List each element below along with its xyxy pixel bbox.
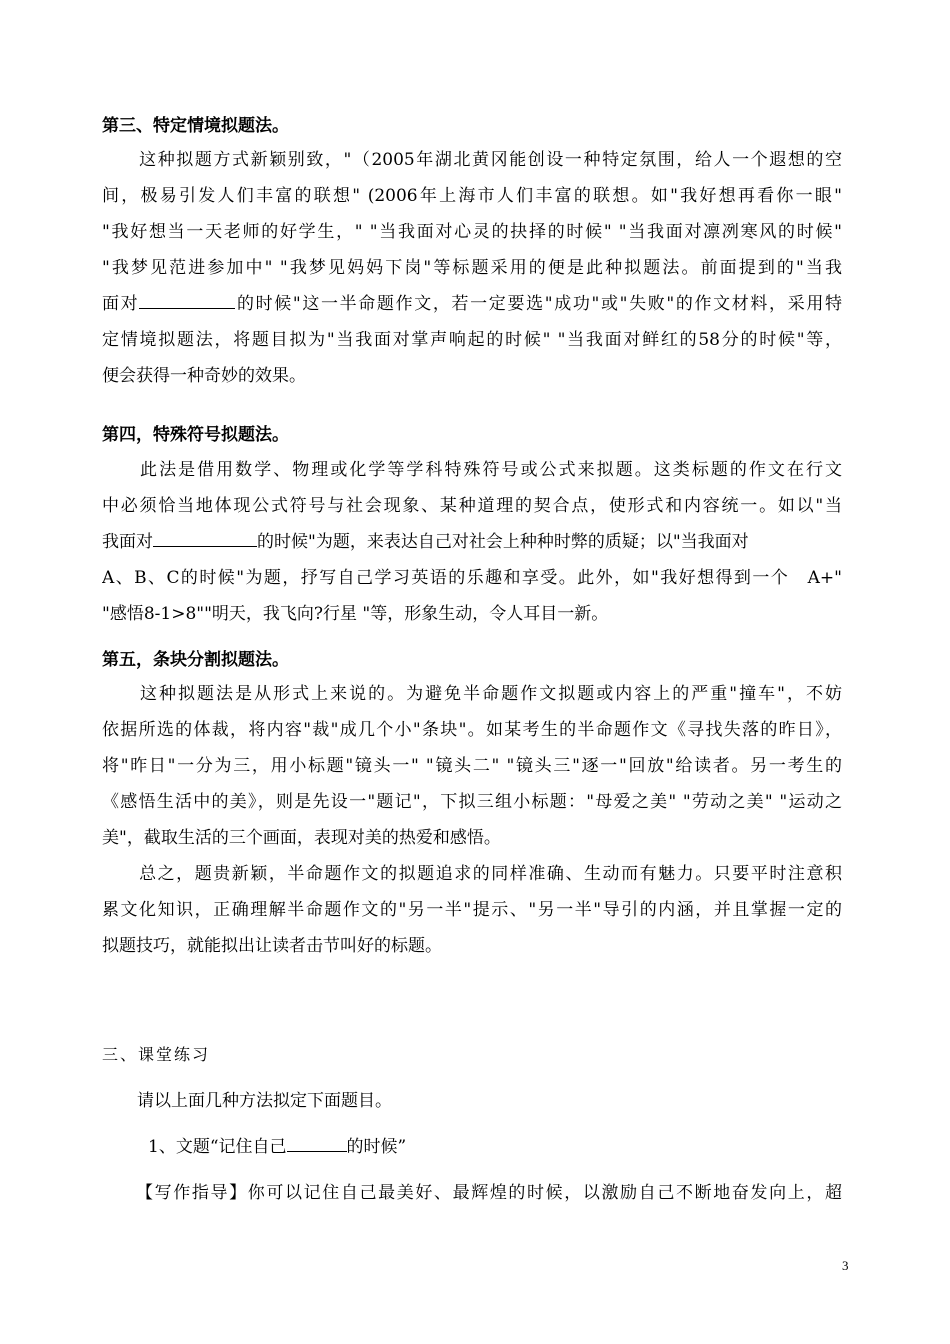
paragraph-line: A、B、C的时候"为题，抒写自己学习英语的乐趣和享受。此外，如"我好想得到一个 A+" (102, 568, 842, 588)
paragraph-line: 便会获得一种奇妙的效果。 (102, 366, 306, 386)
section-paragraph-5 (102, 676, 842, 856)
paragraph-line: "我好想当一天老师的好学生，" "当我面对心灵的抉择的时候" "当我面对凛冽寒风的时候" (102, 222, 842, 242)
paragraph-line: "我梦见范进参加中" "我梦见妈妈下岗"等标题采用的便是此种拟题法。前面提到的"当我 (102, 258, 842, 278)
practice-item-1 (148, 1135, 406, 1159)
paragraph-line: 此法是借用数学、物理或化学等学科特殊符号或公式来拟题。这类标题的作文在行文 (102, 460, 842, 480)
blank-suffix: 的时候"为题，来表达自己对社会上种种时弊的质疑；以"当我面对 (257, 532, 749, 552)
paragraph-line: 中必须恰当地体现公式符号与社会现象、某种道理的契合点，使形式和内容统一。如以"当 (102, 496, 842, 516)
blank-suffix: 的时候"这一半命题作文，若一定要选"成功"或"失败"的作文材料，采用特 (235, 294, 842, 314)
fill-in-blank (139, 293, 235, 309)
blank-prefix: 我面对 (102, 532, 153, 552)
section-heading-4: 第四，特殊符号拟题法。 (102, 425, 289, 445)
section-paragraph-4 (102, 452, 842, 632)
writing-guide-text: 你可以记住自己最美好、最辉煌的时候，以激励自己不断地奋发向上，超 (247, 1183, 843, 1203)
blank-prefix: 面对 (102, 294, 140, 314)
paragraph-line: 拟题技巧，就能拟出让读者击节叫好的标题。 (102, 936, 442, 956)
paragraph-line: 美"，截取生活的三个画面，表现对美的热爱和感悟。 (102, 828, 501, 848)
paragraph-line: "感悟8-1>8""明天，我飞向?行星 "等，形象生动，令人耳目一新。 (102, 604, 609, 624)
paragraph-line-with-blank (102, 286, 842, 322)
writing-guide-label: 【写作指导】 (136, 1183, 248, 1203)
paragraph-line: 《感悟生活中的美》，则是先设一"题记"，下拟三组小标题："母爱之美" "劳动之美" "运动之 (102, 792, 842, 812)
section-paragraph-3 (102, 142, 842, 394)
paragraph-line: 这种拟题法是从形式上来说的。为避免半命题作文拟题或内容上的严重"撞车"，不妨 (102, 684, 842, 704)
page-number: 3 (842, 1258, 849, 1273)
paragraph-line: 定情境拟题法，将题目拟为"当我面对掌声响起的时候" "当我面对鲜红的58分的时候"等， (102, 330, 842, 350)
section-heading-3: 第三、特定情境拟题法。 (102, 116, 289, 136)
paragraph-line: 总之，题贵新颖，半命题作文的拟题追求的同样准确、生动而有魅力。只要平时注意积 (102, 864, 842, 884)
practice-heading: 三、课堂练习 (102, 1045, 211, 1064)
section-heading-5: 第五，条块分割拟题法。 (102, 650, 289, 670)
paragraph-line: 将"昨日"一分为三，用小标题"镜头一" "镜头二" "镜头三"逐一"回放"给读者。另一考生的 (102, 756, 842, 776)
paragraph-line: 这种拟题方式新颖别致，"（2005年湖北黄冈能创设一种特定氛围，给人一个遐想的空 (102, 150, 842, 170)
practice-instruction: 请以上面几种方法拟定下面题目。 (137, 1091, 392, 1111)
practice-item-prefix: 1、文题“记住自己 (148, 1137, 287, 1157)
fill-in-blank (287, 1136, 347, 1152)
paragraph-line: 间，极易引发人们丰富的联想" (2006年上海市人们丰富的联想。如"我好想再看你一眼" (102, 186, 842, 206)
paragraph-line-with-blank (102, 524, 842, 560)
summary-paragraph (102, 856, 842, 964)
paragraph-line: 依据所选的体裁，将内容"裁"成几个小"条块"。如某考生的半命题作文《寻找失落的昨日》， (102, 720, 842, 740)
practice-item-suffix: 的时候” (346, 1137, 407, 1157)
paragraph-line: 累文化知识，正确理解半命题作文的"另一半"提示、"另一半"导引的内涵，并且掌握一定的 (102, 900, 842, 920)
writing-guide (136, 1181, 842, 1205)
fill-in-blank (153, 531, 257, 547)
